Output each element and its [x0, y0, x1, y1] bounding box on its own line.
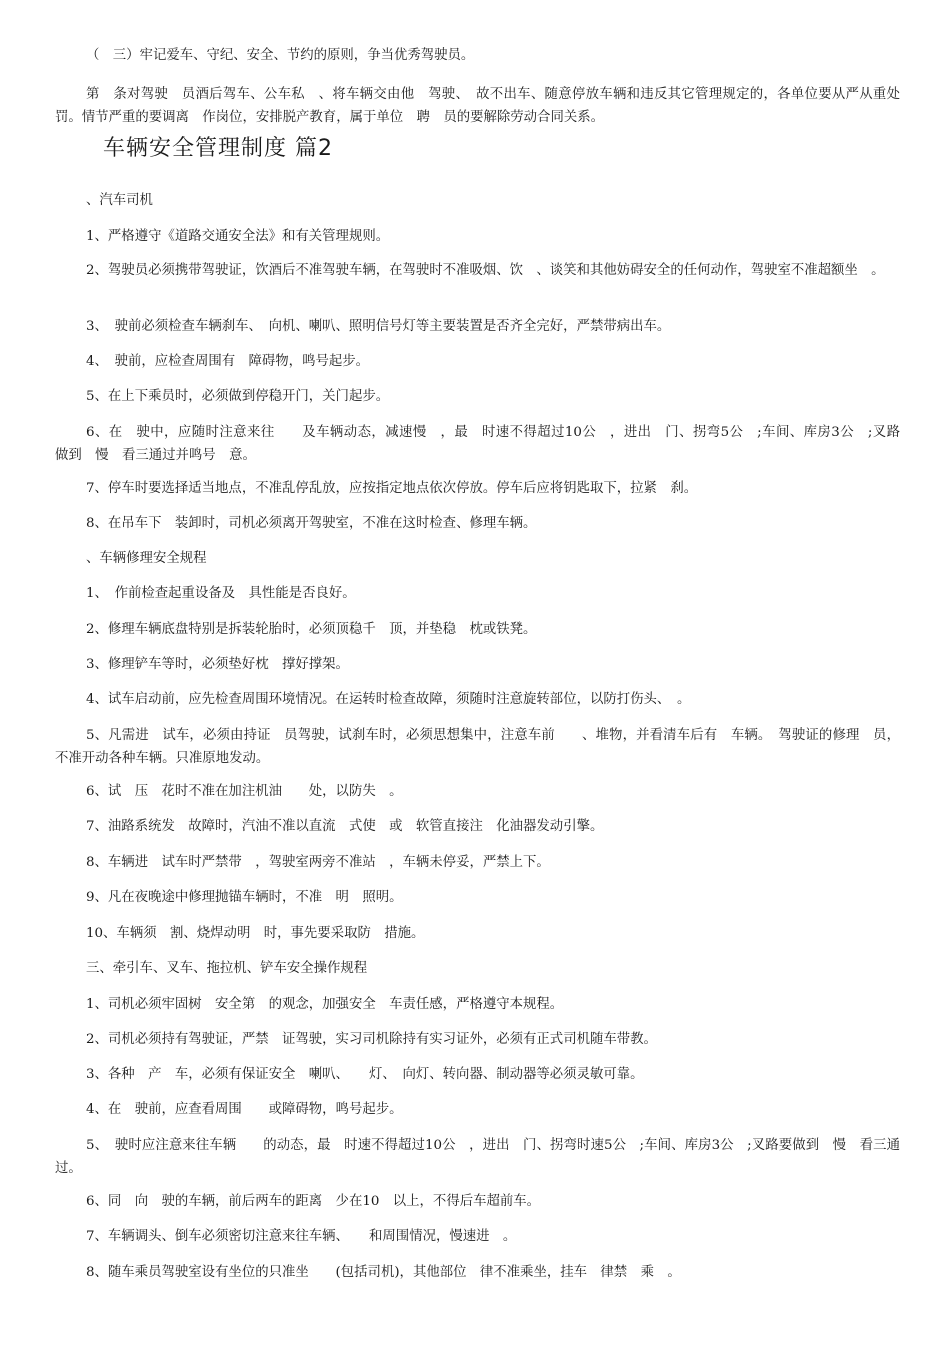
paragraph: 9、凡在夜晚途中修理抛锚车辆时，不准 明 照明。	[86, 890, 403, 905]
paragraph: 5、在上下乘员时，必须做到停稳开门，关门起步。	[86, 389, 390, 404]
paragraph: 5、凡需进 试车，必须由持证 员驾驶，试刹车时，必须思想集中，注意车前 、堆物，并看清车后有 车辆。 驾驶证的修理 员，不准开动各种车辆。只准原地发动。	[55, 728, 900, 766]
paragraph: 6、在 驶中，应随时注意来往 及车辆动态，减速慢 ，最 时速不得超过10公 ，进出 门、拐弯5公 ;车间、库房3公 ;叉路 做到 慢 看三通过并鸣号 意。	[55, 425, 914, 463]
paragraph: 2、司机必须持有驾驶证，严禁 证驾驶，实习司机除持有实习证外，必须有正式司机随车带教。	[86, 1032, 657, 1047]
paragraph: 6、试 压 花时不准在加注机油 处，以防失 。	[86, 784, 403, 799]
paragraph: 4、在 驶前，应查看周围 或障碍物，鸣号起步。	[86, 1102, 403, 1117]
paragraph: 7、油路系统发 故障时，汽油不准以直流 式使 或 软管直接注 化油器发动引擎。	[86, 819, 604, 834]
paragraph: 4、 驶前，应检查周围有 障碍物，鸣号起步。	[86, 354, 370, 369]
paragraph: 三、牵引车、叉车、拖拉机、铲车安全操作规程	[86, 961, 368, 976]
paragraph: 、汽车司机	[86, 193, 153, 208]
paragraph: 8、随车乘员驾驶室设有坐位的只准坐 (包括司机)，其他部位 律不准乘坐，挂车 律禁 乘 。	[86, 1265, 681, 1280]
paragraph: 1、严格遵守《道路交通安全法》和有关管理规则。	[86, 229, 390, 244]
paragraph: 4、试车启动前，应先检查周围环境情况。在运转时检查故障，须随时注意旋转部位，以防打伤头、 。	[86, 692, 691, 707]
paragraph: 、车辆修理安全规程	[86, 551, 207, 566]
paragraph: 6、同 向 驶的车辆，前后两车的距离 少在10 以上，不得后车超前车。	[86, 1194, 541, 1209]
paragraph: （ 三）牢记爱车、守纪、安全、节约的原则，争当优秀驾驶员。	[86, 48, 475, 63]
paragraph: 8、在吊车下 装卸时，司机必须离开驾驶室，不准在这时检查、修理车辆。	[86, 516, 537, 531]
paragraph: 2、修理车辆底盘特别是拆装轮胎时，必须顶稳千 顶，并垫稳 枕或铁凳。	[86, 622, 537, 637]
paragraph: 1、 作前检查起重设备及 具性能是否良好。	[86, 586, 356, 601]
paragraph: 3、修理铲车等时，必须垫好枕 撑好撑架。	[86, 657, 349, 672]
paragraph: 2、驾驶员必须携带驾驶证，饮酒后不准驾驶车辆，在驾驶时不准吸烟、饮 、谈笑和其他妨碍安全的任何动作，驾驶室不准超额坐 。	[86, 263, 885, 278]
section-heading: 车辆安全管理制度 篇2	[103, 136, 333, 161]
paragraph: 10、车辆须 割、烧焊动明 时，事先要采取防 措施。	[86, 926, 425, 941]
paragraph: 7、车辆调头、倒车必须密切注意来往车辆、 和周围情况，慢速进 。	[86, 1229, 517, 1244]
paragraph: 1、司机必须牢固树 安全第 的观念，加强安全 车责任感，严格遵守本规程。	[86, 997, 564, 1012]
paragraph: 第 条对驾驶 员酒后驾车、公车私 、将车辆交由他 驾驶、 故不出车、随意停放车辆和违反其它管理规定的，各单位要从严从重处罚。情节严重的要调离 作岗位，安排脱产教育，属于单位 聘 员的要解除劳动合同关系。	[55, 87, 900, 125]
paragraph: 7、停车时要选择适当地点，不准乱停乱放，应按指定地点依次停放。停车后应将钥匙取下，拉紧 刹。	[86, 481, 698, 496]
paragraph: 3、各种 产 车，必须有保证安全 喇叭、 灯、 向灯、转向器、制动器等必须灵敏可靠。	[86, 1067, 644, 1082]
paragraph: 3、 驶前必须检查车辆刹车、 向机、喇叭、照明信号灯等主要装置是否齐全完好，严禁带病出车。	[86, 319, 671, 334]
paragraph: 5、 驶时应注意来往车辆 的动态，最 时速不得超过10公 ，进出 门、拐弯时速5公 ;车间、库房3公 ;叉路要做到 慢 看三通过。	[55, 1138, 900, 1176]
paragraph: 8、车辆进 试车时严禁带 ，驾驶室两旁不准站 ，车辆未停妥，严禁上下。	[86, 855, 550, 870]
